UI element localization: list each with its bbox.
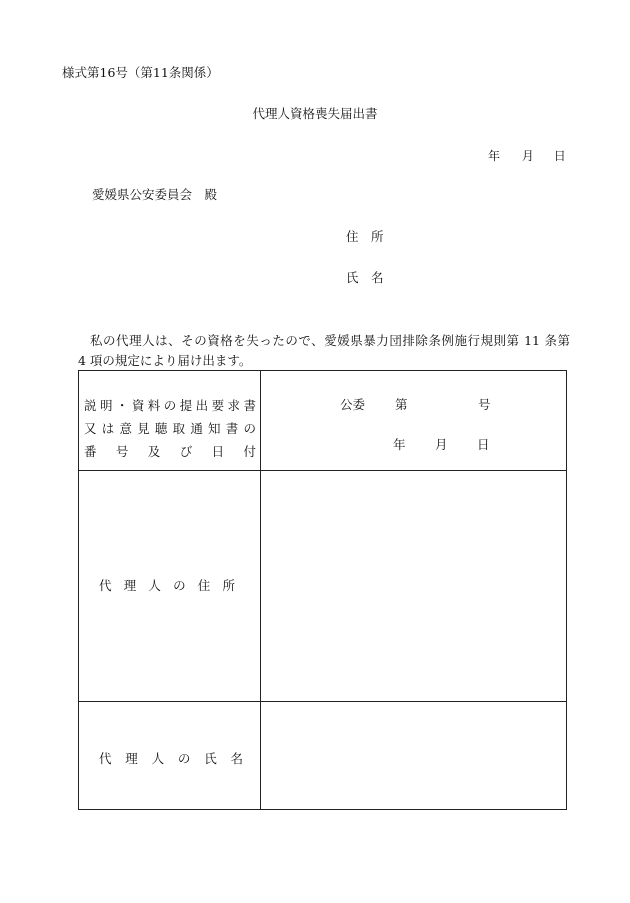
body-line-2: 4 項の規定により届け出ます。 [78, 353, 252, 368]
reference-date-month: 月 [435, 437, 448, 452]
form-table [78, 370, 567, 810]
applicant-address-label: 住 所 [346, 229, 384, 244]
reference-number-suffix: 号 [478, 397, 491, 412]
column-divider [260, 371, 261, 809]
label-line: 又は意見聴取通知書の [84, 421, 256, 436]
submission-date [488, 150, 566, 162]
date-day: 日 [553, 149, 566, 163]
row-divider-1 [79, 470, 566, 471]
reference-prefix: 公委 [340, 397, 366, 412]
body-line-1: 私の代理人は、その資格を失ったので、愛媛県暴力団排除条例施行規則第 11 条第 [90, 333, 570, 348]
agent-name-label-text: 代理人の氏名 [99, 751, 243, 766]
request-document-label [84, 394, 256, 463]
addressee: 愛媛県公安委員会 殿 [92, 187, 218, 202]
date-year: 年 [488, 149, 501, 163]
applicant-name-label: 氏 名 [346, 270, 384, 285]
label-line: 番号及び日付 [84, 444, 256, 459]
reference-number-label: 第 [395, 397, 408, 412]
date-month: 月 [521, 149, 534, 163]
document-title: 代理人資格喪失届出書 [252, 106, 378, 121]
agent-address-label [99, 578, 235, 594]
reference-date-year: 年 [393, 437, 406, 452]
agent-address-label-text: 代理人の住所 [99, 578, 235, 593]
agent-name-label [99, 751, 243, 767]
row-divider-2 [79, 701, 566, 702]
label-line: 説明・資料の提出要求書 [84, 398, 256, 413]
reference-date-day: 日 [477, 437, 490, 452]
notification-body [78, 331, 570, 371]
form-number: 様式第16号（第11条関係） [62, 65, 219, 80]
